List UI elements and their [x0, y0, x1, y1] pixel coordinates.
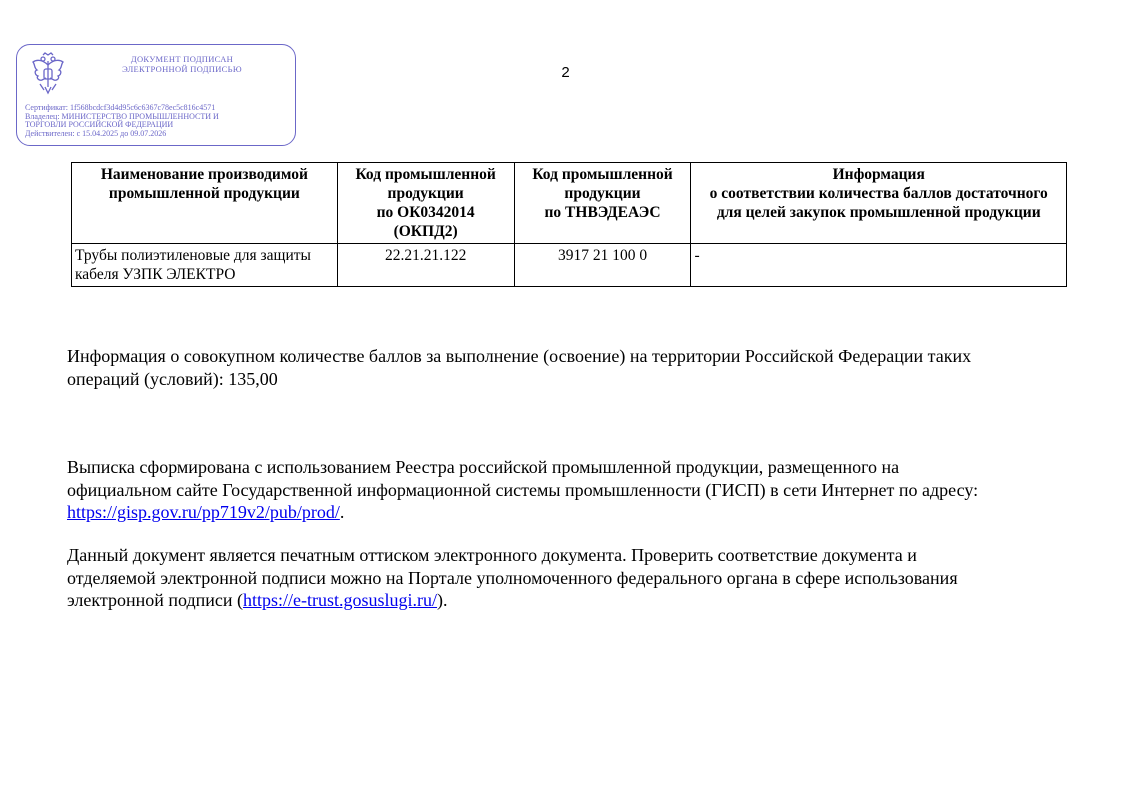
stamp-owner: Владелец: МИНИСТЕРСТВО ПРОМЫШЛЕННОСТИ И — [25, 111, 219, 121]
print-copy-paragraph: Данный документ является печатным оттиском электронного документа. Проверить соответствие документа и отделяемой электронной подписи можно на Портале уполномоченного федерального органа в сфере использования электронной подписи (https://e-trust.gosuslugi.ru/). — [67, 545, 958, 610]
page-number: 2 — [561, 64, 570, 81]
cell-score-info: - — [691, 244, 1067, 287]
products-table — [71, 162, 1067, 287]
stamp-owner-cont: ТОРГОВЛИ РОССИЙСКОЙ ФЕДЕРАЦИИ — [25, 120, 174, 130]
header-tnved-code: Код промышленной продукции по ТНВЭДЕАЭС — [514, 163, 691, 244]
electronic-signature-stamp — [16, 44, 296, 146]
stamp-heading: ДОКУМЕНТ ПОДПИСАН ЭЛЕКТРОННОЙ ПОДПИСЬЮ — [122, 54, 242, 74]
etrust-link[interactable]: https://e-trust.gosuslugi.ru/ — [243, 590, 438, 610]
extract-paragraph: Выписка сформирована с использованием Реестра российской промышленной продукции, размещенного на официальном сайте Государственной информационной системы промышленности (ГИСП) в сети Интернет по адресу: https://gisp.gov.ru/pp719v2/pub/prod/. — [67, 457, 979, 522]
stamp-validity: Действителен: с 15.04.2025 до 09.07.2026 — [25, 128, 167, 138]
header-score-info: Информация о соответствии количества баллов достаточного для целей закупок промышленной продукции — [691, 163, 1067, 244]
cell-okpd2: 22.21.21.122 — [337, 244, 514, 287]
cell-tnved: 3917 21 100 0 — [514, 244, 691, 287]
stamp-certificate: Сертификат: 1f568bcdcf3d4d95c6c6367c78ec5c816c4571 — [25, 103, 216, 112]
cell-product-name: Трубы полиэтиленовые для защиты кабеля УЗПК ЭЛЕКТРО — [72, 244, 338, 287]
score-paragraph: Информация о совокупном количестве баллов за выполнение (освоение) на территории Российской Федерации таких операций (условий): 135,00 — [67, 346, 972, 389]
header-okpd2-code: Код промышленной продукции по ОК0342014 (ОКПД2) — [337, 163, 514, 244]
gisp-link[interactable]: https://gisp.gov.ru/pp719v2/pub/prod/ — [67, 502, 340, 522]
header-product-name: Наименование производимой промышленной продукции — [72, 163, 338, 244]
table-row — [72, 244, 1067, 287]
table-header-row — [72, 163, 1067, 244]
stamp-details — [25, 104, 291, 138]
